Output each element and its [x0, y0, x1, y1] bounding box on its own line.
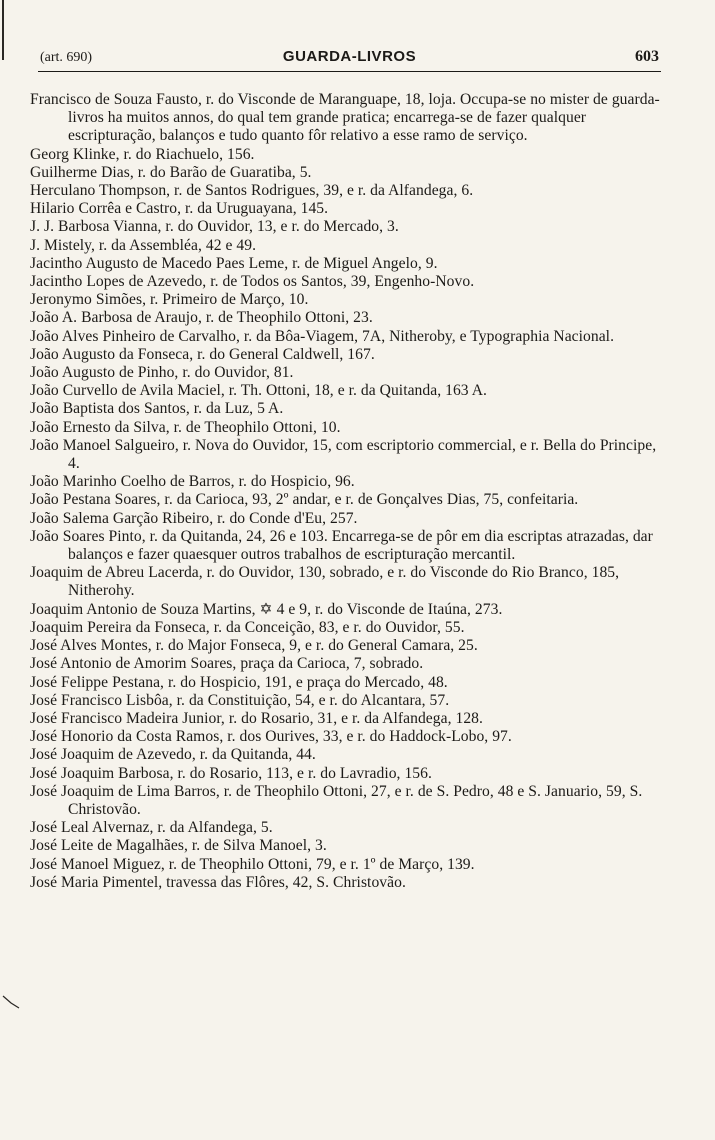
directory-entry: Georg Klinke, r. do Riachuelo, 156.	[30, 145, 255, 163]
directory-entry: José Felippe Pestana, r. do Hospicio, 191, e praça do Mercado, 48.	[30, 673, 448, 691]
page-header	[40, 48, 659, 70]
directory-entry: João Ernesto da Silva, r. de Theophilo Ottoni, 10.	[30, 418, 341, 436]
directory-entry: João A. Barbosa de Araujo, r. de Theophilo Ottoni, 23.	[30, 309, 373, 327]
directory-entry: João Salema Garção Ribeiro, r. do Conde d'Eu, 257.	[30, 509, 358, 527]
directory-entry: José Francisco Madeira Junior, r. do Rosario, 31, e r. da Alfandega, 128.	[30, 709, 483, 727]
margin-pen-mark	[2, 995, 20, 1009]
directory-entry: José Leite de Magalhães, r. de Silva Manoel, 3.	[30, 837, 327, 855]
directory-entry: Jacintho Augusto de Macedo Paes Leme, r. de Miguel Angelo, 9.	[30, 254, 438, 272]
directory-entry: J. J. Barbosa Vianna, r. do Ouvidor, 13, e r. do Mercado, 3.	[30, 218, 399, 236]
directory-entry: João Augusto da Fonseca, r. do General Caldwell, 167.	[30, 345, 375, 363]
directory-entry: João Curvello de Avila Maciel, r. Th. Ottoni, 18, e r. da Quitanda, 163 A.	[30, 382, 487, 400]
section-title: GUARDA-LIVROS	[282, 48, 417, 65]
page-edge-mark	[2, 0, 4, 60]
directory-entry: José Antonio de Amorim Soares, praça da Carioca, 7, sobrado.	[30, 655, 424, 673]
directory-entry: José Alves Montes, r. do Major Fonseca, 9, e r. do General Camara, 25.	[30, 637, 478, 655]
directory-entry: Joaquim de Abreu Lacerda, r. do Ouvidor, 130, sobrado, e r. do Visconde do Rio Branco, 185, Nitherohy.	[30, 564, 620, 600]
directory-entry: José Manoel Miguez, r. de Theophilo Ottoni, 79, e r. 1º de Março, 139.	[30, 855, 475, 873]
directory-entry: Guilherme Dias, r. do Barão de Guaratiba, 5.	[30, 163, 312, 181]
directory-entry: Herculano Thompson, r. de Santos Rodrigues, 39, e r. da Alfandega, 6.	[30, 182, 474, 200]
directory-entry: José Maria Pimentel, travessa das Flôres, 42, S. Christovão.	[30, 873, 406, 891]
directory-entry: José Joaquim de Lima Barros, r. de Theophilo Ottoni, 27, e r. de S. Pedro, 48 e S. Januario, 59, S. Christovão.	[30, 782, 643, 818]
directory-entries	[30, 91, 665, 892]
directory-entry: Joaquim Antonio de Souza Martins, ✡ 4 e 9, r. do Visconde de Itaúna, 273.	[30, 600, 503, 618]
directory-entry: Francisco de Souza Fausto, r. do Visconde de Maranguape, 18, loja. Occupa-se no mister de guarda-livros ha muitos annos, do qual tem grande pratica; encarrega-se de fazer qualquer escripturação, balanços e tudo quanto fôr relativo a esse ramo de serviço.	[30, 91, 660, 145]
directory-entry: José Francisco Lisbôa, r. da Constituição, 54, e r. do Alcantara, 57.	[30, 691, 450, 709]
directory-entry: Hilario Corrêa e Castro, r. da Uruguayana, 145.	[30, 200, 329, 218]
directory-entry: João Pestana Soares, r. da Carioca, 93, 2º andar, e r. de Gonçalves Dias, 75, confeitaria.	[30, 491, 579, 509]
directory-entry: João Soares Pinto, r. da Quitanda, 24, 26 e 103. Encarrega-se de pôr em dia escriptas atrazadas, dar balanços e fazer quaesquer outros trabalhos de escripturação mercantil.	[30, 527, 653, 564]
directory-entry: João Baptista dos Santos, r. da Luz, 5 A.	[30, 400, 284, 418]
directory-entry: José Leal Alvernaz, r. da Alfandega, 5.	[30, 819, 273, 837]
directory-entry: João Manoel Salgueiro, r. Nova do Ouvidor, 15, com escriptorio commercial, e r. Bella do Principe, 4.	[30, 436, 657, 473]
directory-entry: Jacintho Lopes de Azevedo, r. de Todos os Santos, 39, Engenho-Novo.	[30, 273, 475, 291]
page-number: 603	[635, 48, 659, 65]
directory-entry: J. Mistely, r. da Assembléa, 42 e 49.	[30, 236, 257, 254]
directory-entry: José Joaquim de Azevedo, r. da Quitanda, 44.	[30, 746, 316, 764]
directory-entry: João Alves Pinheiro de Carvalho, r. da Bôa-Viagem, 7A, Nitheroby, e Typographia Nacional.	[30, 327, 615, 345]
directory-entry: Jeronymo Simões, r. Primeiro de Março, 10.	[30, 291, 309, 309]
header-rule	[38, 71, 661, 72]
article-reference: (art. 690)	[40, 50, 93, 65]
directory-entry: João Marinho Coelho de Barros, r. do Hospicio, 96.	[30, 473, 355, 491]
directory-entry: José Joaquim Barbosa, r. do Rosario, 113, e r. do Lavradio, 156.	[30, 764, 432, 782]
directory-entry: José Honorio da Costa Ramos, r. dos Ourives, 33, e r. do Haddock-Lobo, 97.	[30, 728, 512, 746]
directory-entry: João Augusto de Pinho, r. do Ouvidor, 81.	[30, 364, 294, 382]
directory-entry: Joaquim Pereira da Fonseca, r. da Conceição, 83, e r. do Ouvidor, 55.	[30, 618, 465, 636]
